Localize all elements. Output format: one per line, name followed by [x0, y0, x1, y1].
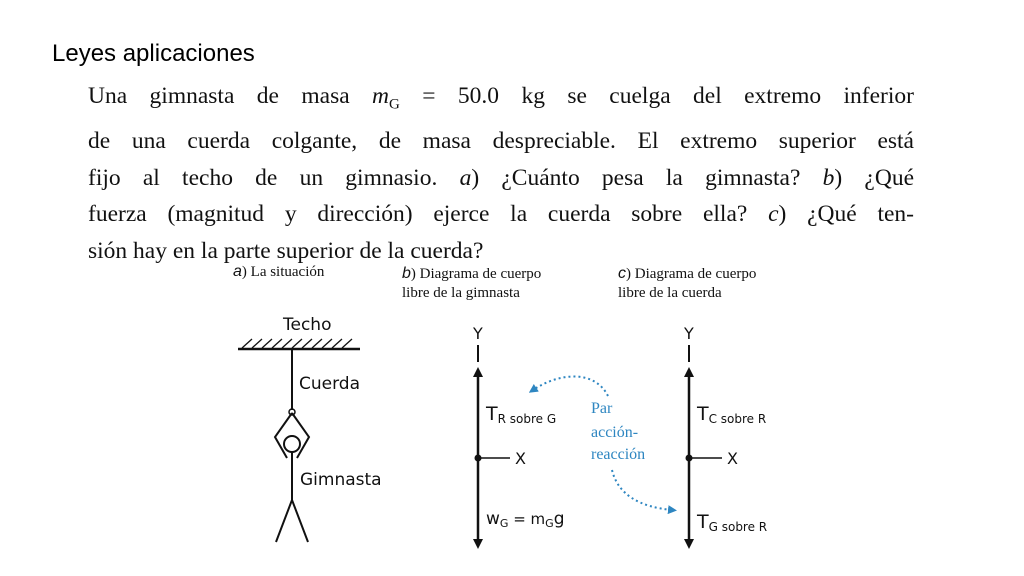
problem-line-2: de una cuerda colgante, de masa despreciable. El extremo superior está — [88, 128, 914, 155]
dotted-arrow-upper — [533, 376, 608, 396]
situation-drawing — [238, 315, 382, 542]
action-reaction-pair — [533, 376, 672, 510]
problem-line-5: sión hay en la parte superior de la cuerda? — [88, 237, 484, 264]
problem-line-3: fijo al techo de un gimnasio. a) ¿Cuánto pesa la gimnasta? b) ¿Qué — [88, 164, 914, 191]
y-axis-label-b: Y — [473, 324, 483, 343]
origin-b — [475, 455, 482, 462]
cuerda-label: Cuerda — [299, 374, 361, 394]
slide-title: Leyes aplicaciones — [52, 40, 255, 67]
x-axis-label-b: X — [515, 449, 526, 468]
origin-c — [686, 455, 693, 462]
weight-label: wG = mGg — [486, 509, 565, 530]
par-label-3: reacción — [591, 446, 646, 463]
figure-c-label: c) Diagrama de cuerpo libre de la cuerda — [618, 265, 757, 301]
figure-b-label: b) Diagrama de cuerpo libre de la gimnasta — [402, 265, 542, 301]
t-c-sobre-r-label: TC sobre R — [697, 403, 767, 426]
gymnast-fbd — [472, 324, 564, 544]
problem-line-1: Una gimnasta de masa $m_G = 50.0$ kg se cuelga del extremo inferior — [88, 83, 914, 113]
t-g-sobre-r-label: TG sobre R — [697, 511, 768, 534]
par-label-1: Par — [591, 400, 613, 417]
rope-fbd — [683, 324, 767, 544]
t-r-sobre-g-label: TR sobre G — [486, 403, 557, 426]
figure-a-label: a) La situación — [233, 263, 325, 280]
techo-label: Techo — [283, 315, 332, 335]
dotted-arrow-lower — [612, 470, 672, 510]
ceiling-hatching — [242, 339, 352, 348]
par-label-2: acción- — [591, 424, 639, 441]
gymnast-legs — [276, 500, 308, 542]
gymnast-head — [284, 436, 300, 452]
x-axis-label-c: X — [727, 449, 738, 468]
y-axis-label-c: Y — [684, 324, 694, 343]
gimnasta-label: Gimnasta — [300, 470, 382, 490]
problem-line-4: fuerza (magnitud y dirección) ejerce la cuerda sobre ella? c) ¿Qué ten- — [88, 201, 914, 228]
